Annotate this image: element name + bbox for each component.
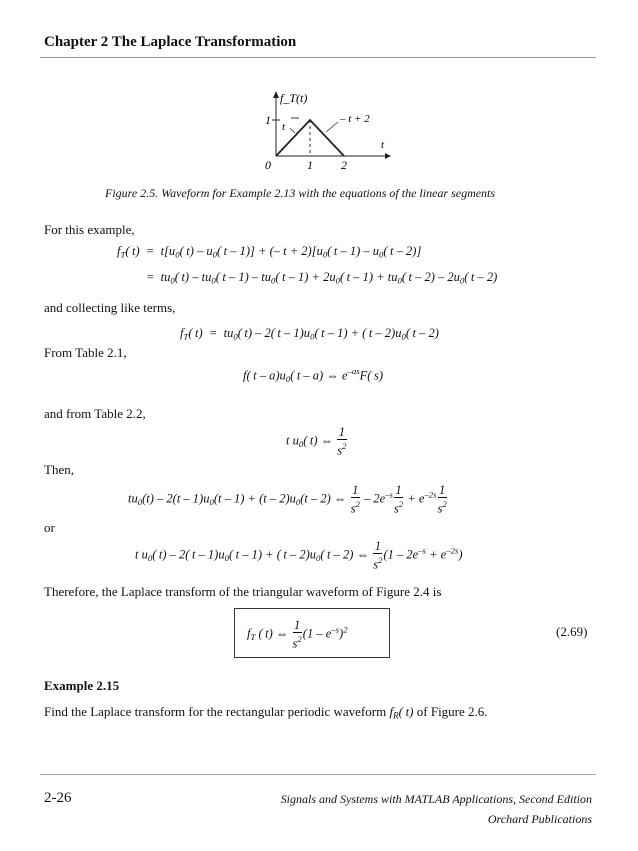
para-then: Then, xyxy=(44,462,74,477)
example-text-b: of Figure 2.6. xyxy=(416,704,488,719)
y-axis-arrow xyxy=(273,91,279,98)
boxed-equation xyxy=(234,608,390,658)
fig-xtick-2: 2 xyxy=(341,158,347,172)
equation-2: $f_T$( $t) = tu_0$( t) – 2( t – $1)u_0$( t – 1) + ( t – $2)u_0$( t – 2) xyxy=(180,326,439,342)
equation-2-69: $f_T$ ( t) ⇔ $\frac{1}{s^2}$ $(1 - e^{-s})^2$ xyxy=(247,618,348,651)
chapter-header: Chapter 2 The Laplace Transformation xyxy=(44,34,297,50)
footer-rule xyxy=(40,774,596,775)
equation-3: f( t – $a)u_0$( t – a) ⇔ $e^{-as}F$( s) xyxy=(243,366,383,384)
header-rule xyxy=(40,57,596,58)
example-text xyxy=(44,704,488,721)
page-number: 2-26 xyxy=(44,790,72,806)
seg2-label: – t + 2 xyxy=(340,113,370,125)
para-for-this-example: For this example, xyxy=(44,222,135,237)
figure-caption: Figure 2.5. Waveform for Example 2.13 with the equations of the linear segments xyxy=(105,186,496,200)
example-symbol: $f_R$( t) xyxy=(389,704,414,721)
para-from-table-2-2: and from Table 2.2, xyxy=(44,406,146,421)
fig-xtick-1: 1 xyxy=(307,158,313,172)
fig-ytick: 1 xyxy=(265,113,271,127)
fig-xtick-0: 0 xyxy=(265,158,271,172)
fig-ylabel: f_T(t) xyxy=(280,91,308,105)
equation-5: $tu_0(t) - 2(t - 1)u_0(t - 1) + (t - 2)u_0(t - 2)$ ⇔ $\frac{1}{s^2}$ – $2e^{-s}$ $\frac{1}{s^2}$ + $e^{-2s}$ $\frac{1}{s^2}$ xyxy=(128,483,447,516)
triangular-waveform-figure xyxy=(250,88,400,174)
para-or: or xyxy=(44,520,55,535)
para-from-table-2-1: From Table 2.1, xyxy=(44,345,127,360)
para-collecting-terms: and collecting like terms, xyxy=(44,300,176,315)
seg2-pointer xyxy=(326,122,338,132)
x-axis-arrow xyxy=(385,153,391,159)
equation-1b: = $tu_0$( $t) - tu_0$( t – $1) - tu_0$( $t - 1) + 2u_0$( $t - 1) + tu_0$( t – $2) - 2u_0$( t – 2) xyxy=(146,270,498,286)
fig-xlabel: t xyxy=(381,139,385,151)
example-title: Example 2.15 xyxy=(44,678,120,693)
example-text-a: Find the Laplace transform for the rectangular periodic waveform xyxy=(44,704,387,719)
equation-6: t $u_0$( t) – 2( t – $1)u_0$( t – 1) + ( t – $2)u_0$( t – 2) ⇔ $\frac{1}{s^2}$ $(1 - 2e^{-s} + e^{-2s})$ xyxy=(135,539,463,572)
book-title: Signals and Systems with MATLAB Applications, Second Edition xyxy=(280,792,592,806)
publisher: Orchard Publications xyxy=(487,812,592,826)
equation-1a: $f_T$( $t) = t[u_0$( $t) - u_0$( t – 1)] + (– $t + 2)[u_0$( t – $1) - u_0$( t – 2)] xyxy=(117,244,422,260)
para-therefore: Therefore, the Laplace transform of the triangular waveform of Figure 2.4 is xyxy=(44,584,442,599)
equation-number: (2.69) xyxy=(556,624,588,639)
seg1-pointer xyxy=(290,128,295,133)
seg1-label: t xyxy=(282,121,286,133)
equation-4: t $u_0$( t) ⇔ $\frac{1}{s^2}$ xyxy=(286,425,347,458)
